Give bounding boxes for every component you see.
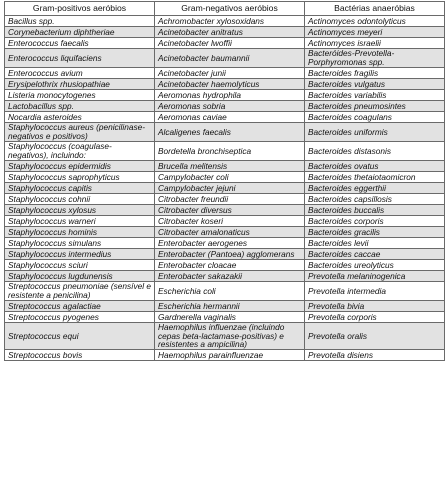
table-cell: Staphylococcus saprophyticus [5, 172, 155, 183]
table-cell: Aeromonas sobria [155, 101, 305, 112]
table-cell: Haemophilus influenzae (incluindo cepas beta-lactamase-positivas) e resistentes a ampicilina) [155, 323, 305, 350]
table-cell: Staphylococcus sciuri [5, 260, 155, 271]
table-row [5, 227, 445, 238]
table-cell: Staphylococcus cohnii [5, 194, 155, 205]
table-row [5, 101, 445, 112]
table-cell: Streptococcus agalactiae [5, 301, 155, 312]
table-cell: Bacteroides pneumosintes [305, 101, 445, 112]
table-cell: Enterobacter sakazakii [155, 271, 305, 282]
table-cell: Prevotella melaninogenica [305, 271, 445, 282]
table-cell: Streptococcus pyogenes [5, 312, 155, 323]
table-row [5, 350, 445, 361]
table-cell: Bacteroides coagulans [305, 112, 445, 123]
table-cell: Nocardia asteroides [5, 112, 155, 123]
table-cell: Staphylococcus lugdunensis [5, 271, 155, 282]
table-cell: Escherichia coli [155, 282, 305, 301]
table-cell: Bacteroides ureolyticus [305, 260, 445, 271]
table-cell: Bacillus spp. [5, 16, 155, 27]
table-cell: Bacteroides distasonis [305, 142, 445, 161]
table-cell: Enterococcus faecalis [5, 38, 155, 49]
table-cell: Streptococcus equi [5, 323, 155, 350]
table-cell: Bacteroides fragilis [305, 68, 445, 79]
table-cell: Bacteroides buccalis [305, 205, 445, 216]
table-cell: Escherichia hermannii [155, 301, 305, 312]
table-cell: Bacteroides eggerthii [305, 183, 445, 194]
table-cell: Bordetella bronchiseptica [155, 142, 305, 161]
table-cell: Prevotella corporis [305, 312, 445, 323]
table-cell: Campylobacter jejuni [155, 183, 305, 194]
table-cell: Bacteroides vulgatus [305, 79, 445, 90]
table-row [5, 38, 445, 49]
table-cell: Staphylococcus warneri [5, 216, 155, 227]
table-row [5, 312, 445, 323]
table-cell: Staphylococcus aureus (penicilinase-negativos e positivos) [5, 123, 155, 142]
column-header: Gram-negativos aeróbios [155, 2, 305, 16]
table-cell: Bacteroides levii [305, 238, 445, 249]
table-row [5, 194, 445, 205]
table-cell: Listeria monocytogenes [5, 90, 155, 101]
table-body [5, 16, 445, 361]
table-cell: Citrobacter amalonaticus [155, 227, 305, 238]
table-row [5, 323, 445, 350]
table-row [5, 161, 445, 172]
table-cell: Actinomyces meyeri [305, 27, 445, 38]
table-cell: Bacteroides capsillosis [305, 194, 445, 205]
table-cell: Enterococcus avium [5, 68, 155, 79]
table-cell: Bacteroides thetaiotaomicron [305, 172, 445, 183]
bacteria-table [4, 1, 445, 361]
table-cell: Staphylococcus xylosus [5, 205, 155, 216]
table-row [5, 205, 445, 216]
table-row [5, 183, 445, 194]
table-cell: Staphylococcus (coagulase-negativos), incluindo: [5, 142, 155, 161]
header-row [5, 2, 445, 16]
table-cell: Acinetobacter haemolyticus [155, 79, 305, 90]
table-cell: Citrobacter diversus [155, 205, 305, 216]
table-row [5, 216, 445, 227]
table-cell: Staphylococcus simulans [5, 238, 155, 249]
table-cell: Prevotella bivia [305, 301, 445, 312]
table-cell: Staphylococcus intermedius [5, 249, 155, 260]
table-cell: Bacteroides ovatus [305, 161, 445, 172]
table-cell: Streptococcus bovis [5, 350, 155, 361]
table-cell: Citrobacter koseri [155, 216, 305, 227]
table-row [5, 90, 445, 101]
table-cell: Aeromonas caviae [155, 112, 305, 123]
table-cell: Haemophilus parainfluenzae [155, 350, 305, 361]
table-cell: Bacteroides corporis [305, 216, 445, 227]
table-cell: Brucella melitensis [155, 161, 305, 172]
table-cell: Enterobacter aerogenes [155, 238, 305, 249]
table-row [5, 142, 445, 161]
table-cell: Bacteroides variabilis [305, 90, 445, 101]
table-row [5, 79, 445, 90]
table-cell: Bacteroides caccae [305, 249, 445, 260]
table-row [5, 49, 445, 68]
column-header: Bactérias anaeróbias [305, 2, 445, 16]
table-cell: Gardnerella vaginalis [155, 312, 305, 323]
table-cell: Prevotella disiens [305, 350, 445, 361]
table-cell: Aeromonas hydrophila [155, 90, 305, 101]
table-cell: Staphylococcus hominis [5, 227, 155, 238]
table-cell: Achromobacter xylosoxidans [155, 16, 305, 27]
table-cell: Bacteroides gracilis [305, 227, 445, 238]
table-row [5, 260, 445, 271]
table-cell: Citrobacter freundii [155, 194, 305, 205]
table-cell: Acinetobacter anitratus [155, 27, 305, 38]
table-cell: Campylobacter coli [155, 172, 305, 183]
table-cell: Acinetobacter lwoffii [155, 38, 305, 49]
table-cell: Actinomyces israelii [305, 38, 445, 49]
table-cell: Prevotella oralis [305, 323, 445, 350]
table-cell: Enterobacter cloacae [155, 260, 305, 271]
table-row [5, 271, 445, 282]
table-cell: Streptococcus pneumoniae (sensível e resistente a penicilina) [5, 282, 155, 301]
table-row [5, 238, 445, 249]
table-row [5, 301, 445, 312]
table-cell: Bacteróides-Prevotella-Porphyromonas spp. [305, 49, 445, 68]
table-row [5, 16, 445, 27]
table-cell: Bacteroides uniformis [305, 123, 445, 142]
table-cell: Acinetobacter junii [155, 68, 305, 79]
table-cell: Prevotella intermedia [305, 282, 445, 301]
table-row [5, 282, 445, 301]
table-row [5, 123, 445, 142]
table-cell: Erysipelothrix rhusiopathiae [5, 79, 155, 90]
table-row [5, 68, 445, 79]
table-cell: Lactobacillus spp. [5, 101, 155, 112]
column-header: Gram-positivos aeróbios [5, 2, 155, 16]
table-cell: Alcaligenes faecalis [155, 123, 305, 142]
table-cell: Corynebacterium diphtheriae [5, 27, 155, 38]
table-cell: Staphylococcus capitis [5, 183, 155, 194]
table-cell: Enterococcus liquifaciens [5, 49, 155, 68]
table-row [5, 249, 445, 260]
table-header [5, 2, 445, 16]
table-cell: Actinomyces odontolyticus [305, 16, 445, 27]
table-cell: Enterobacter (Pantoea) agglomerans [155, 249, 305, 260]
document-page [4, 1, 444, 361]
table-row [5, 27, 445, 38]
table-cell: Acinetobacter baumannii [155, 49, 305, 68]
table-row [5, 172, 445, 183]
table-row [5, 112, 445, 123]
table-cell: Staphylococcus epidermidis [5, 161, 155, 172]
